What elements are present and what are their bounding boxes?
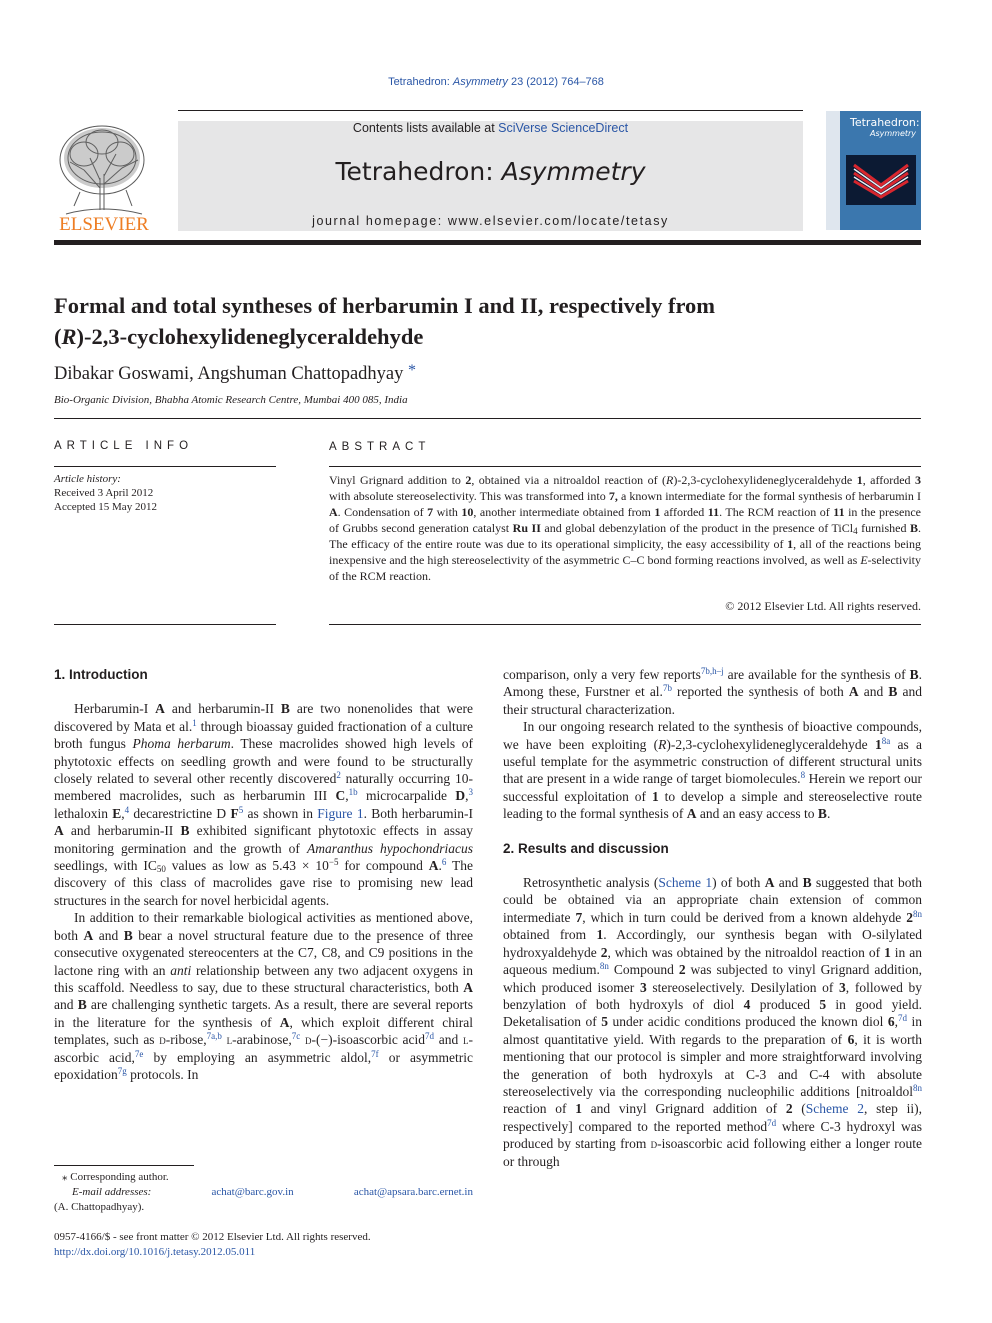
- divider: [54, 624, 276, 625]
- copyright-notice: © 2012 Elsevier Ltd. All rights reserved.: [725, 599, 921, 613]
- header-top-rule: [178, 110, 803, 111]
- body-paragraph: Retrosynthetic analysis (Scheme 1) of both A and B suggested that both could be obtained via an appropriate chain extension of common intermediate 7, which in turn could be derived from a known aldehyde $2^{8n}$ obtained from 1. Accordingly, our synthesis began with O-silylated hydroxyaldehyde 2, which was obtained by the nitroaldol reaction of 1 in an aqueous medium.$^{8n}$ Compound 2 was subjected to vinyl Grignard addition, which produced isomer 3 stereoselectively. Desilylation of 3, followed by benzylation of both hydroxyls of diol 4 produced 5 in good yield. Deketalisation of 5 under acidic conditions produced the known diol 6,$^{7d}$ in almost quantitative yield. With regards to the preparation of 6, it is worth mentioning that our protocol is simpler and more straightforward involving the generation of both hydroxyls at C-3 and C-4 with absolute stereoselectively via the corresponding nucleophilic additions [nitroaldol$^{8n}$ reaction of 1 and vinyl Grignard addition of 2 (Scheme 2, step ii), respectively] compared to the reported method$^{7d}$ where C-3 hydroxyl was produced by starting from d-isoascorbic acid following either a longer route or through: [503, 875, 923, 1169]
- affiliation: Bio-Organic Division, Bhabha Atomic Research Centre, Mumbai 400 085, India: [54, 394, 408, 406]
- divider: [54, 466, 276, 467]
- homepage-link[interactable]: www.elsevier.com/locate/tetasy: [447, 214, 669, 228]
- abstract-text: Vinyl Grignard addition to 2, obtained via a nitroaldol reaction of (R)-2,3-cyclohexylideneglyceraldehyde 1, afforded 3 with absolute stereoselectivity. This was transformed into 7, a known intermediate for the formal synthesis of herbarumin I A. Condensation of 7 with 10, another intermediate obtained from 1 afforded 11. The RCM reaction of 11 in the presence of Grubbs second generation catalyst Ru II and global debenzylation of the product in the presence of TiCl$_4$ furnished B. The efficacy of the entire route was due to its operational simplicity, the easy accessibility of 1, all of the reactions being inexpensive and the high stereoselectivity of the asymmetric C–C bond forming reactions involved, as well as E-selectivity of the RCM reaction.: [329, 473, 922, 583]
- abstract-heading: ABSTRACT: [329, 441, 431, 453]
- body-column-left: [54, 666, 473, 1083]
- journal-header: [178, 121, 803, 231]
- article-metadata: [54, 1230, 371, 1260]
- contents-line: Contents lists available at SciVerse ScienceDirect: [352, 121, 629, 135]
- body-column-right: [503, 666, 922, 1170]
- sciencedirect-link[interactable]: SciVerse ScienceDirect: [498, 121, 629, 135]
- footnote: ⁎ Corresponding author. E-mail addresses: achat@barc.gov.in achat@apsara.barc.ernet.in (A. Chattopadhyay).: [54, 1171, 473, 1213]
- divider: [329, 624, 921, 625]
- body-paragraph: In addition to their remarkable biological activities as mentioned above, both A and B bear a novel structural feature due to the presence of three consecutive oxygenated stereocenters at the C7, C8, and C9 positions in the lactone ring with an anti relationship between any two adjacent oxygens in this scaffold. Needless to say, due to these structural characteristics, both A and B are challenging synthetic targets. As a result, there are several reports in the literature for the synthesis of A, which exploit different chiral templates, such as d-ribose,$^{7a,b}$ l-arabinose,$^{7c}$ d-(−)-isoascorbic acid$^{7d}$ and l-ascorbic acid,$^{7e}$ by employing an asymmetric aldol,$^{7f}$ or asymmetric epoxidation$^{7g}$ protocols. In: [54, 910, 474, 1082]
- cover-spine: [826, 111, 840, 230]
- body-paragraph: comparison, only a very few reports$^{7b,h-j}$ are available for the synthesis of B. Among these, Furstner et al.$^{7b}$ reported the synthesis of both A and B and their structural characterization.: [503, 666, 922, 717]
- issn-line: 0957-4166/$ - see front matter © 2012 Elsevier Ltd. All rights reserved.: [54, 1231, 371, 1243]
- section-heading: 2. Results and discussion: [503, 840, 669, 856]
- doi-link[interactable]: http://dx.doi.org/10.1016/j.tetasy.2012.05.011: [54, 1246, 256, 1258]
- elsevier-logo: [54, 118, 154, 234]
- elsevier-wordmark: ELSEVIER: [59, 214, 149, 234]
- journal-homepage: journal homepage: www.elsevier.com/locate/tetasy: [312, 214, 669, 228]
- article-title: Formal and total syntheses of herbarumin I and II, respectively from (R)-2,3-cyclohexylideneglyceraldehyde: [54, 293, 716, 349]
- body-paragraph: Herbarumin-I A and herbarumin-II B are two nonenolides that were discovered by Mata et al.$^1$ through bioassay guided fractionation of a culture broth fungus Phoma herbarum. These macrolides showed high levels of phytotoxic effects on seedling growth and were found to be structurally closely related to several other recently discovered$^2$ naturally occurring 10-membered macrolides, such as herbarumin III C,$^{1b}$ microcarpalide D,$^3$ lethaloxin E,$^4$ decarestrictine D $F^5$ as shown in Figure 1. Both herbarumin-I A and herbarumin-II B exhibited significant phytotoxic effects in assay monitoring germination and the growth of Amaranthus hypochondriacus seedlings, with $IC_{50}$ values as low as $5.43 \times 10^{-5}$ for compound A.$^6$ The discovery of this class of macrolides gave rise to promising new lead structures in the search for novel herbicidal agents.: [54, 701, 474, 908]
- divider: [54, 418, 921, 419]
- header-bottom-rule: [54, 240, 921, 245]
- divider: [329, 466, 921, 467]
- journal-cover-thumbnail: [826, 111, 921, 230]
- journal-name: Tetrahedron: Asymmetry: [335, 157, 646, 186]
- email-link[interactable]: achat@barc.gov.in: [211, 1186, 294, 1198]
- corresponding-author-mark[interactable]: *: [408, 362, 417, 379]
- cover-title: Tetrahedron: Asymmetry: [850, 116, 920, 138]
- article-history: Article history: Received 3 April 2012 Accepted 15 May 2012: [54, 473, 157, 513]
- journal-citation[interactable]: Tetrahedron: Asymmetry 23 (2012) 764–768: [388, 76, 604, 88]
- elsevier-tree-icon: [54, 118, 154, 234]
- section-heading: 1. Introduction: [54, 667, 148, 682]
- cover-art-icon: [846, 155, 916, 205]
- footnote-rule: [54, 1165, 194, 1166]
- email-link[interactable]: achat@apsara.barc.ernet.in: [353, 1186, 473, 1198]
- author-list: Dibakar Goswami, Angshuman Chattopadhyay *: [54, 362, 417, 384]
- body-paragraph: In our ongoing research related to the synthesis of bioactive compounds, we have been exploiting (R)-2,3-cyclohexylideneglyceraldehyde $1^{8a}$ as a useful template for the asymmetric construction of different structural units that are present in a wide range of target biomolecules.$^8$ Herein we report our successful exploitation of 1 to develop a simple and stereoselective route leading to the formal synthesis of A and an easy access to B.: [503, 719, 923, 822]
- article-info-heading: ARTICLE INFO: [54, 440, 194, 452]
